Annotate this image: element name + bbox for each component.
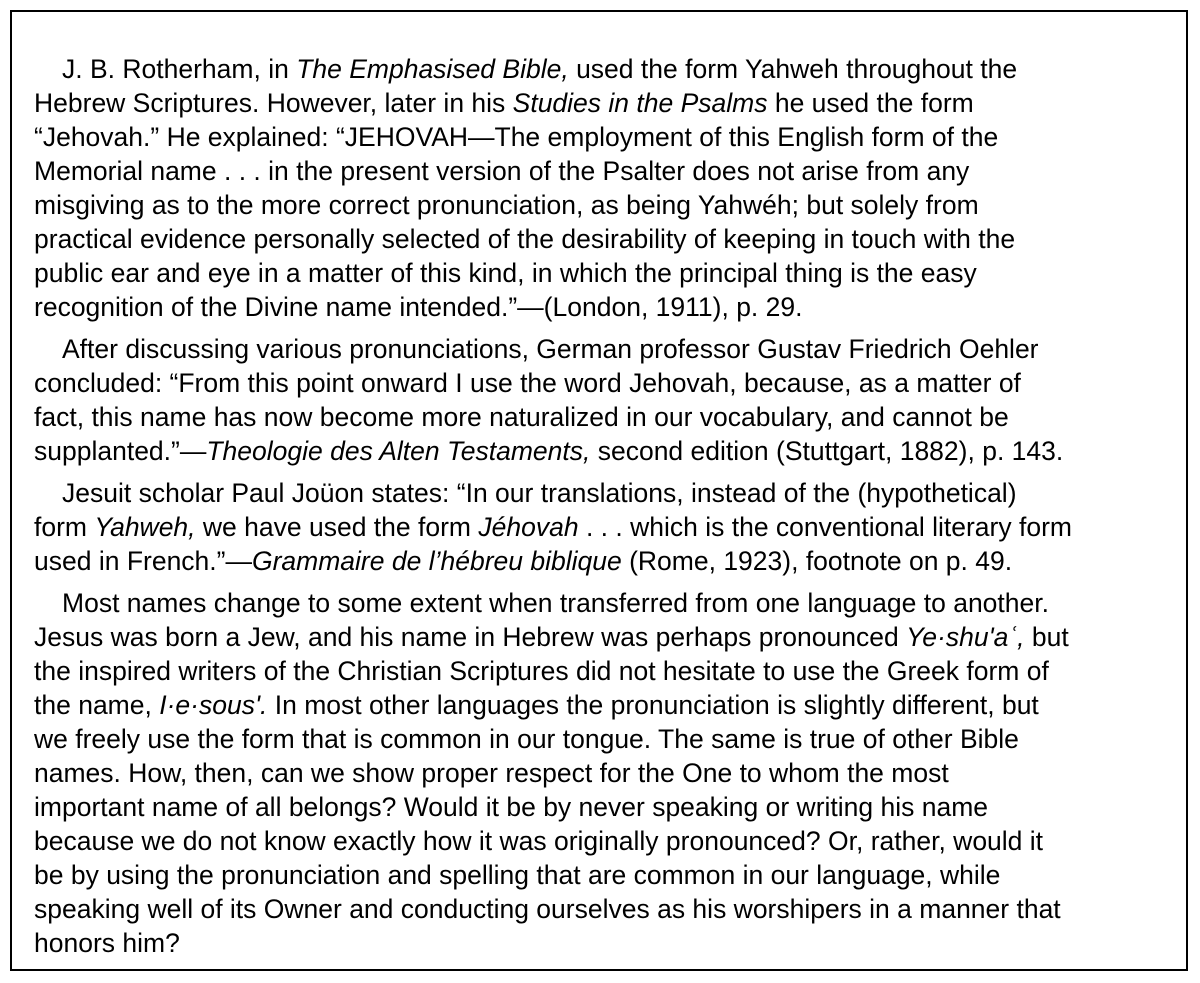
text-segment: public ear and eye in a matter of this kind, in which the principal thing is the easy — [34, 258, 977, 288]
text-line — [34, 188, 1184, 222]
italic-text: Jéhovah — [478, 512, 579, 542]
text-segment: we have used the form — [195, 512, 479, 542]
text-line — [34, 892, 1184, 926]
document-body — [34, 52, 1184, 968]
text-line — [34, 654, 1184, 688]
text-line — [34, 510, 1184, 544]
text-line — [34, 620, 1184, 654]
italic-text: Grammaire de l’hébreu biblique — [251, 546, 622, 576]
text-segment: . . . which is the conventional literary form — [578, 512, 1072, 542]
text-line — [34, 154, 1184, 188]
text-segment: fact, this name has now become more naturalized in our vocabulary, and cannot be — [34, 402, 1009, 432]
text-segment: second edition (Stuttgart, 1882), p. 143. — [590, 436, 1064, 466]
text-segment: “Jehovah.” He explained: “JEHOVAH—The employment of this English form of the — [34, 122, 999, 152]
text-line — [34, 476, 1184, 510]
text-segment: we freely use the form that is common in our tongue. The same is true of other Bible — [34, 724, 1019, 754]
text-line — [34, 722, 1184, 756]
italic-text: Ye·shu'aʿ, — [906, 622, 1025, 652]
text-segment: names. How, then, can we show proper respect for the One to whom the most — [34, 758, 949, 788]
text-line — [34, 790, 1184, 824]
text-line — [34, 222, 1184, 256]
text-line — [34, 256, 1184, 290]
text-line — [34, 120, 1184, 154]
text-line — [34, 586, 1184, 620]
italic-text: Studies in the Psalms — [512, 88, 768, 118]
text-segment: Hebrew Scriptures. However, later in his — [34, 88, 513, 118]
text-segment: the name, — [34, 690, 160, 720]
paragraph-4 — [34, 586, 1184, 960]
text-segment: (Rome, 1923), footnote on p. 49. — [621, 546, 1013, 576]
text-segment: concluded: “From this point onward I use the word Jehovah, because, as a matter of — [34, 368, 1021, 398]
paragraph-2 — [34, 332, 1184, 468]
text-segment: used in French.”— — [34, 546, 252, 576]
text-line — [34, 434, 1184, 468]
italic-text: I·e·sous'. — [159, 690, 268, 720]
text-line — [34, 688, 1184, 722]
text-line — [34, 544, 1184, 578]
text-segment: he used the form — [767, 88, 974, 118]
text-segment: be by using the pronunciation and spelling that are common in our language, while — [34, 860, 1001, 890]
text-line — [34, 400, 1184, 434]
text-segment: Memorial name . . . in the present version of the Psalter does not arise from any — [34, 156, 970, 186]
text-segment: J. B. Rotherham, in — [62, 54, 297, 84]
text-segment: honors him? — [34, 928, 180, 958]
text-line — [34, 332, 1184, 366]
italic-text: The Emphasised Bible, — [296, 54, 569, 84]
text-segment: Most names change to some extent when transferred from one language to another. — [62, 588, 1049, 618]
text-segment: In most other languages the pronunciation is slightly different, but — [267, 690, 1039, 720]
text-segment: recognition of the Divine name intended.”—(London, 1911), p. 29. — [34, 292, 803, 322]
text-line — [34, 52, 1184, 86]
text-segment: but — [1024, 622, 1069, 652]
text-segment: Jesuit scholar Paul Joüon states: “In our translations, instead of the (hypothetical) — [62, 478, 1017, 508]
italic-text: Theologie des Alten Testaments, — [206, 436, 591, 466]
text-line — [34, 366, 1184, 400]
text-line — [34, 858, 1184, 892]
text-segment: After discussing various pronunciations, German professor Gustav Friedrich Oehler — [62, 334, 1039, 364]
paragraph-3 — [34, 476, 1184, 578]
text-segment: practical evidence personally selected of the desirability of keeping in touch with the — [34, 224, 1016, 254]
text-segment: supplanted.”— — [34, 436, 207, 466]
text-line — [34, 926, 1184, 960]
text-segment: Jesus was born a Jew, and his name in Hebrew was perhaps pronounced — [34, 622, 907, 652]
text-box-frame — [10, 10, 1188, 971]
italic-text: Yahweh, — [94, 512, 196, 542]
paragraph-1 — [34, 52, 1184, 324]
text-segment: form — [34, 512, 95, 542]
text-segment: used the form Yahweh throughout the — [568, 54, 1018, 84]
text-segment: misgiving as to the more correct pronunciation, as being Yahwéh; but solely from — [34, 190, 979, 220]
text-segment: the inspired writers of the Christian Scriptures did not hesitate to use the Greek form of — [34, 656, 1049, 686]
text-line — [34, 290, 1184, 324]
text-line — [34, 86, 1184, 120]
text-line — [34, 756, 1184, 790]
text-segment: because we do not know exactly how it was originally pronounced? Or, rather, would it — [34, 826, 1044, 856]
text-line — [34, 824, 1184, 858]
text-segment: speaking well of its Owner and conducting ourselves as his worshipers in a manner that — [34, 894, 1061, 924]
text-segment: important name of all belongs? Would it be by never speaking or writing his name — [34, 792, 989, 822]
